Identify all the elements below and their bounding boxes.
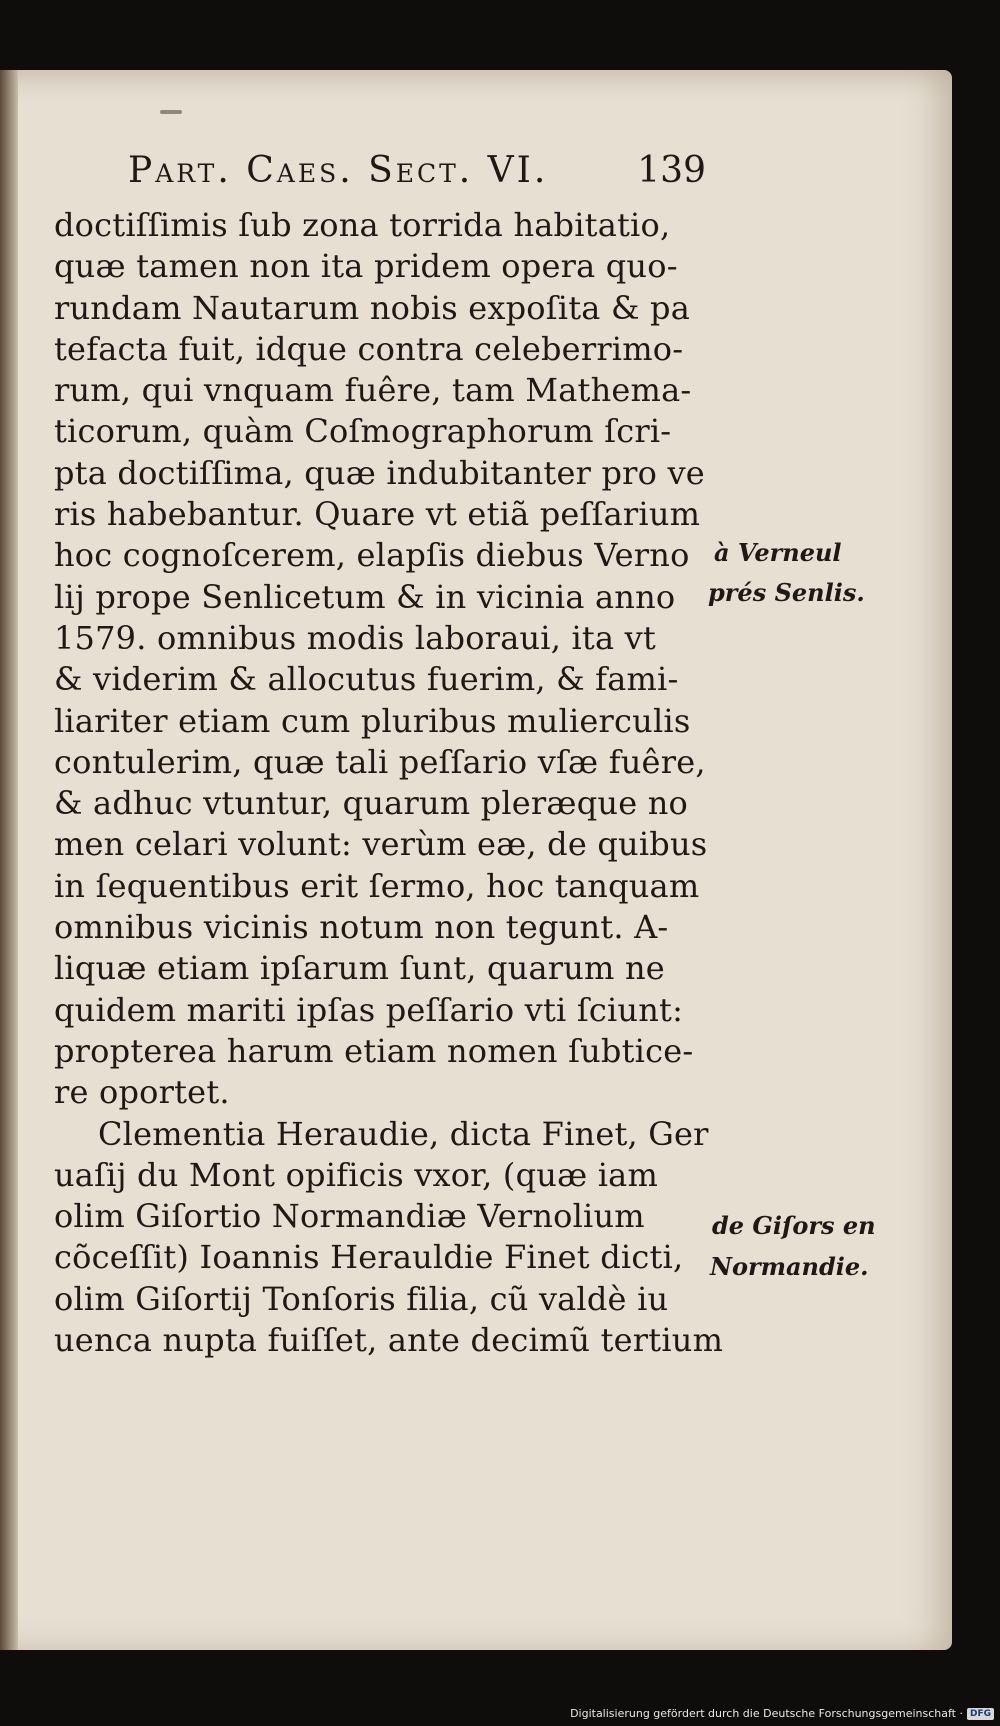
text-line: uaſij du Mont opificis vxor, (quæ iam [54, 1155, 659, 1194]
digitization-credit [570, 1707, 994, 1720]
text-line: hoc cognoſcerem, elapſis diebus Verno [54, 536, 690, 575]
dfg-logo: DFG [967, 1708, 994, 1720]
text-line: omnibus vicinis notum non tegunt. A- [54, 908, 669, 947]
text-line: men celari volunt: verùm eæ, de quibus [54, 825, 708, 864]
text-line: lij prope Senlicetum & in vicinia anno [54, 577, 676, 616]
text-line: liariter etiam cum pluribus mulierculis [54, 701, 691, 740]
page-gutter [0, 70, 18, 1650]
text-line: 1579. omnibus modis laboraui, ita vt [54, 618, 656, 657]
text-line: ticorum, quàm Coſmographorum ſcri- [54, 412, 672, 451]
margin-note-verneul: à Verneul [714, 538, 842, 567]
text-line: rum, qui vnquam fuêre, tam Mathema- [54, 371, 692, 410]
text-line: propterea harum etiam nomen ſubtice- [54, 1031, 694, 1070]
text-line: quidem mariti ipſas peſſario vti ſciunt: [54, 990, 684, 1029]
credit-text: Digitalisierung gefördert durch die Deutsche Forschungsgemeinschaft · [570, 1707, 963, 1720]
text-line: uenca nupta fuiſſet, ante decimũ tertium [54, 1321, 724, 1360]
text-line: cõceſſit) Ioannis Herauldie Finet dicti, [54, 1238, 684, 1277]
text-line: & viderim & allocutus fuerim, & fami- [54, 660, 679, 699]
ink-mark [160, 110, 182, 114]
running-header [128, 150, 706, 191]
page-number: 139 [637, 150, 706, 191]
text-line: olim Giſortio Normandiæ Vernolium [54, 1197, 645, 1236]
text-line: & adhuc vtuntur, quarum pleræque no [54, 784, 688, 823]
margin-note-senlis: prés Senlis. [708, 578, 865, 607]
margin-note-gisors: de Giſors en [712, 1211, 876, 1240]
text-line: contulerim, quæ tali peſſario vſæ fuêre, [54, 742, 706, 781]
text-line: rundam Nautarum nobis expoſita & pa [54, 288, 690, 327]
running-title: Part. Caes. Sect. VI. [128, 150, 549, 191]
text-line: quæ tamen non ita pridem opera quo- [54, 247, 678, 286]
text-line: re oportet. [54, 1073, 230, 1112]
text-line: pta doctiſſima, quæ indubitanter pro ve [54, 453, 705, 492]
body-text [54, 205, 724, 1361]
text-line: liquæ etiam ipſarum ſunt, quarum ne [54, 949, 665, 988]
text-line: doctiſſimis ſub zona torrida habitatio, [54, 206, 671, 244]
text-line: in ſequentibus erit ſermo, hoc tanquam [54, 866, 700, 905]
margin-note-normandie: Normandie. [710, 1252, 869, 1281]
text-line: ris habebantur. Quare vt etiã peſſarium [54, 495, 701, 534]
paragraph-start-line: Clementia Heraudie, dicta Finet, Ger [98, 1114, 709, 1153]
text-line: olim Giſortij Tonſoris filia, cũ valdè iu [54, 1279, 669, 1318]
text-line: tefacta fuit, idque contra celeberrimo- [54, 329, 684, 368]
